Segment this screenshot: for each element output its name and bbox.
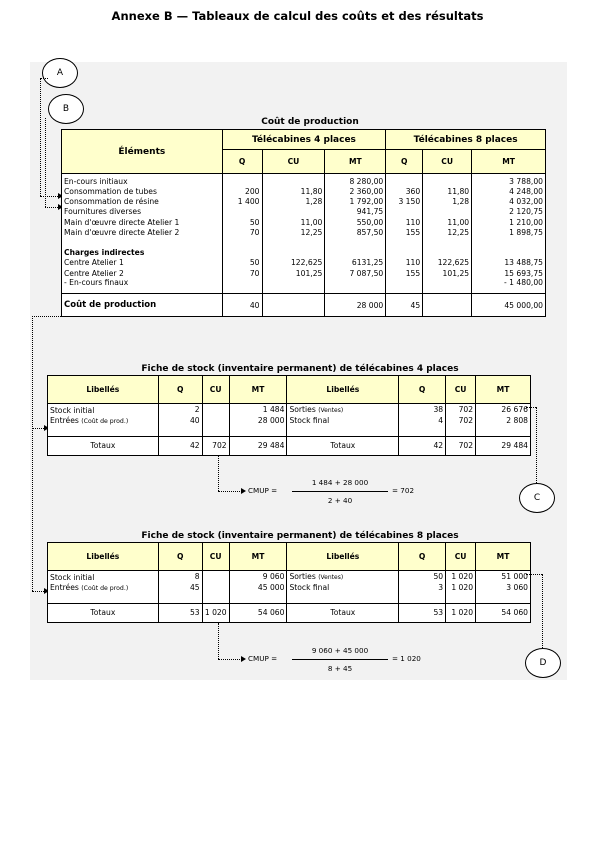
cost-row-label: Centre Atelier 2 xyxy=(62,268,223,278)
cost-cell: 6131,25 xyxy=(325,258,386,268)
cmup4-denominator: 2 + 40 xyxy=(327,496,353,505)
cost-cell: 1 400 xyxy=(222,197,262,207)
cost-cell: 155 xyxy=(386,227,423,237)
stock8-label-note: (Coût de prod.) xyxy=(81,585,129,592)
stock8-cell xyxy=(48,582,159,593)
cmup8-label: CMUP = xyxy=(248,654,278,663)
stock4-cell xyxy=(48,415,159,426)
cost-cell: 3 150 xyxy=(386,197,423,207)
cost-cell xyxy=(472,237,546,247)
cost-cell: 110 xyxy=(386,217,423,227)
cost-row-label: - En-cours finaux xyxy=(62,278,223,294)
stock8-table xyxy=(47,542,531,623)
cost-row-label: Centre Atelier 1 xyxy=(62,258,223,268)
cost-row-label: En-cours initiaux xyxy=(62,174,223,187)
cost-row-label: Main d'œuvre directe Atelier 1 xyxy=(62,217,223,227)
stock8-header-q: Q xyxy=(158,543,202,571)
stock8-total: 1 020 xyxy=(202,603,229,622)
stock4-cell: 26 676 xyxy=(476,404,531,416)
cost-cell: 8 280,00 xyxy=(325,174,386,187)
stock8-header-libelles: Libellés xyxy=(48,543,159,571)
cost-row-label: Main d'œuvre directe Atelier 2 xyxy=(62,227,223,237)
stock4-total: 29 484 xyxy=(229,436,287,455)
stock4-cell: 702 xyxy=(446,404,476,416)
cmup8-arrowhead xyxy=(241,656,246,662)
cost-cell: 360 xyxy=(386,187,423,197)
cost-cell: 1 898,75 xyxy=(472,227,546,237)
connector-total-vertical xyxy=(32,316,33,591)
cost-table xyxy=(61,129,546,317)
cost-cell xyxy=(262,248,325,258)
cost-row-label: Consommation de tubes xyxy=(62,187,223,197)
total-row xyxy=(62,294,546,317)
stock4-total: 702 xyxy=(202,436,229,455)
stock8-cell: 50 xyxy=(399,571,446,583)
cost-row-label xyxy=(62,237,223,247)
cost-cell: 122,625 xyxy=(423,258,472,268)
connector-c-horizontal xyxy=(526,407,536,408)
stock4-header-q-2: Q xyxy=(399,376,446,404)
stock8-label-note: (Ventes) xyxy=(318,574,344,581)
cost-cell xyxy=(222,207,262,217)
stock8-header-libelles-2: Libellés xyxy=(287,543,399,571)
connector-a-vertical xyxy=(40,78,41,196)
cost-row xyxy=(62,217,546,227)
stock8-totals-row xyxy=(48,603,531,622)
stock4-header-q: Q xyxy=(158,376,202,404)
cost-cell: 1 792,00 xyxy=(325,197,386,207)
cost-row-label: Fournitures diverses xyxy=(62,207,223,217)
cmup8-denominator: 8 + 45 xyxy=(327,664,353,673)
cost-row-label: Charges indirectes xyxy=(62,248,223,258)
stock4-totals-label: Totaux xyxy=(48,436,159,455)
cost-cell xyxy=(222,248,262,258)
stock4-header-cu: CU xyxy=(202,376,229,404)
cost-cell xyxy=(423,237,472,247)
stock8-cell: 8 xyxy=(158,571,202,583)
header-cu: CU xyxy=(262,150,325,174)
marker-c: C xyxy=(519,483,555,513)
stock8-cell xyxy=(202,571,229,583)
stock4-totals-row xyxy=(48,436,531,455)
cmup4-fraction-bar xyxy=(292,491,388,492)
stock8-total: 53 xyxy=(399,603,446,622)
cost-cell xyxy=(423,278,472,294)
cost-table-body xyxy=(62,174,546,294)
stock8-cell: 9 060 xyxy=(229,571,287,583)
connector-b-vertical xyxy=(45,118,46,207)
cost-row xyxy=(62,187,546,197)
stock8-label: Entrées xyxy=(50,583,79,592)
stock8-cell xyxy=(202,582,229,593)
stock8-row xyxy=(48,582,531,593)
stock4-cell xyxy=(202,415,229,426)
stock4-cell: 2 808 xyxy=(476,415,531,426)
stock4-cell: 2 xyxy=(158,404,202,416)
cost-row xyxy=(62,207,546,217)
stock4-label: Entrées xyxy=(50,416,79,425)
cost-cell xyxy=(423,207,472,217)
cost-cell xyxy=(262,278,325,294)
cost-cell: 12,25 xyxy=(262,227,325,237)
cost-cell: 101,25 xyxy=(262,268,325,278)
cmup4-connector-h xyxy=(218,491,242,492)
cost-cell: 200 xyxy=(222,187,262,197)
marker-a: A xyxy=(42,58,78,88)
cost-cell: 4 032,00 xyxy=(472,197,546,207)
cost-row xyxy=(62,268,546,278)
cost-cell: 70 xyxy=(222,268,262,278)
cmup8-result: = 1 020 xyxy=(392,654,421,663)
stock8-cell xyxy=(287,571,399,583)
connector-a-arrow-line xyxy=(40,196,60,197)
cost-row xyxy=(62,197,546,207)
header-group-8-places: Télécabines 8 places xyxy=(386,130,546,150)
stock8-totals-label-2: Totaux xyxy=(287,603,399,622)
header-group-4-places: Télécabines 4 places xyxy=(222,130,386,150)
connector-a-horizontal xyxy=(40,78,48,79)
cost-cell xyxy=(222,237,262,247)
header-cu: CU xyxy=(423,150,472,174)
marker-b: B xyxy=(48,94,84,124)
stock8-cell: 45 xyxy=(158,582,202,593)
stock4-header-mt: MT xyxy=(229,376,287,404)
stock8-total: 53 xyxy=(158,603,202,622)
total-cell: 45 000,00 xyxy=(472,294,546,317)
total-cell: 40 xyxy=(222,294,262,317)
stock8-header-mt-2: MT xyxy=(476,543,531,571)
cost-row xyxy=(62,237,546,247)
stock8-header-q-2: Q xyxy=(399,543,446,571)
stock8-cell: Stock initial xyxy=(48,571,159,583)
cost-cell: 13 488,75 xyxy=(472,258,546,268)
stock8-caption: Fiche de stock (inventaire permanent) de télécabines 8 places xyxy=(141,531,459,541)
connector-d-horizontal xyxy=(526,574,542,575)
cost-cell: 857,50 xyxy=(325,227,386,237)
cmup8-connector-v xyxy=(218,623,219,659)
stock4-total: 702 xyxy=(446,436,476,455)
cost-cell: 15 693,75 xyxy=(472,268,546,278)
stock8-header-mt: MT xyxy=(229,543,287,571)
cost-cell: 2 120,75 xyxy=(472,207,546,217)
cmup4-numerator: 1 484 + 28 000 xyxy=(311,478,369,487)
stock4-header-cu-2: CU xyxy=(446,376,476,404)
cost-cell: 12,25 xyxy=(423,227,472,237)
header-q: Q xyxy=(386,150,423,174)
stock4-total: 42 xyxy=(158,436,202,455)
cost-cell: 7 087,50 xyxy=(325,268,386,278)
stock4-row xyxy=(48,415,531,426)
stock4-cell xyxy=(202,404,229,416)
page-title: Annexe B — Tableaux de calcul des coûts et des résultats xyxy=(111,9,484,23)
stock8-header-cu: CU xyxy=(202,543,229,571)
stock8-cell: 1 020 xyxy=(446,582,476,593)
cost-cell xyxy=(262,237,325,247)
cost-table-caption: Coût de production xyxy=(261,117,359,127)
cmup4-result: = 702 xyxy=(392,486,415,495)
stock8-total: 1 020 xyxy=(446,603,476,622)
total-cell xyxy=(262,294,325,317)
total-label: Coût de production xyxy=(62,294,223,317)
cost-cell xyxy=(423,248,472,258)
stock4-cell: Stock initial xyxy=(48,404,159,416)
stock8-label: Sorties xyxy=(289,572,316,581)
stock4-total: 42 xyxy=(399,436,446,455)
stock8-total: 54 060 xyxy=(229,603,287,622)
cost-cell: - 1 480,00 xyxy=(472,278,546,294)
cmup8-numerator: 9 060 + 45 000 xyxy=(311,646,369,655)
stock8-totals-label: Totaux xyxy=(48,603,159,622)
cost-cell xyxy=(386,207,423,217)
cost-cell: 110 xyxy=(386,258,423,268)
stock8-cell: Stock final xyxy=(287,582,399,593)
stock8-cell: 45 000 xyxy=(229,582,287,593)
stock4-cell: 4 xyxy=(399,415,446,426)
cost-cell: 50 xyxy=(222,217,262,227)
cost-cell: 11,80 xyxy=(262,187,325,197)
cmup4-connector-v xyxy=(218,456,219,491)
connector-total-horizontal xyxy=(32,316,61,317)
stock4-header-mt-2: MT xyxy=(476,376,531,404)
header-mt: MT xyxy=(325,150,386,174)
stock4-table xyxy=(47,375,531,456)
cost-row xyxy=(62,278,546,294)
cost-cell: 941,75 xyxy=(325,207,386,217)
stock4-spacer xyxy=(48,426,531,436)
cost-cell xyxy=(386,174,423,187)
cost-cell xyxy=(222,174,262,187)
stock8-cell: 3 xyxy=(399,582,446,593)
cost-cell: 122,625 xyxy=(262,258,325,268)
stock4-header-libelles-2: Libellés xyxy=(287,376,399,404)
cost-row xyxy=(62,258,546,268)
stock4-label-note: (Ventes) xyxy=(318,407,344,414)
cost-cell xyxy=(325,278,386,294)
stock4-header-libelles: Libellés xyxy=(48,376,159,404)
total-cell: 28 000 xyxy=(325,294,386,317)
stock4-label: Sorties xyxy=(289,405,316,414)
header-q: Q xyxy=(222,150,262,174)
stock8-row xyxy=(48,571,531,583)
cost-cell: 101,25 xyxy=(423,268,472,278)
cost-cell: 50 xyxy=(222,258,262,268)
cmup4-arrowhead xyxy=(241,488,246,494)
header-mt: MT xyxy=(472,150,546,174)
cost-cell xyxy=(386,278,423,294)
stock4-cell xyxy=(287,404,399,416)
cost-row xyxy=(62,227,546,237)
cost-cell: 3 788,00 xyxy=(472,174,546,187)
cost-cell xyxy=(222,278,262,294)
cost-cell xyxy=(262,207,325,217)
cmup8-connector-h xyxy=(218,659,242,660)
cost-cell xyxy=(423,174,472,187)
stock4-cell: 28 000 xyxy=(229,415,287,426)
stock4-cell: 40 xyxy=(158,415,202,426)
cost-row-label: Consommation de résine xyxy=(62,197,223,207)
stock4-label-note: (Coût de prod.) xyxy=(81,418,129,425)
stock8-cell: 1 020 xyxy=(446,571,476,583)
cost-cell xyxy=(262,174,325,187)
cost-cell xyxy=(386,248,423,258)
cmup4-label: CMUP = xyxy=(248,486,278,495)
marker-d: D xyxy=(525,648,561,678)
cost-row xyxy=(62,174,546,187)
cost-cell xyxy=(325,237,386,247)
stock4-total: 29 484 xyxy=(476,436,531,455)
header-elements: Éléments xyxy=(62,130,223,174)
cost-cell: 2 360,00 xyxy=(325,187,386,197)
stock4-row xyxy=(48,404,531,416)
cost-cell: 11,00 xyxy=(423,217,472,227)
stock4-caption: Fiche de stock (inventaire permanent) de télécabines 4 places xyxy=(141,364,459,374)
stock8-total: 54 060 xyxy=(476,603,531,622)
cost-cell xyxy=(325,248,386,258)
cost-cell: 4 248,00 xyxy=(472,187,546,197)
stock4-cell: 702 xyxy=(446,415,476,426)
cost-cell: 1,28 xyxy=(262,197,325,207)
stock8-header-cu-2: CU xyxy=(446,543,476,571)
cost-cell xyxy=(472,248,546,258)
stock4-cell: 1 484 xyxy=(229,404,287,416)
stock8-spacer xyxy=(48,593,531,603)
cost-row xyxy=(62,248,546,258)
cost-cell: 550,00 xyxy=(325,217,386,227)
connector-d-vertical xyxy=(542,574,543,648)
cmup8-fraction-bar xyxy=(292,659,388,660)
stock8-cell: 3 060 xyxy=(476,582,531,593)
stock8-cell: 51 000 xyxy=(476,571,531,583)
cost-cell: 11,00 xyxy=(262,217,325,227)
cost-cell: 1,28 xyxy=(423,197,472,207)
stock4-cell: Stock final xyxy=(287,415,399,426)
connector-c-vertical xyxy=(536,407,537,483)
total-cell xyxy=(423,294,472,317)
stock4-totals-label-2: Totaux xyxy=(287,436,399,455)
cost-cell: 70 xyxy=(222,227,262,237)
cost-cell xyxy=(386,237,423,247)
cost-cell: 1 210,00 xyxy=(472,217,546,227)
stock4-cell: 38 xyxy=(399,404,446,416)
total-cell: 45 xyxy=(386,294,423,317)
cost-cell: 155 xyxy=(386,268,423,278)
cost-cell: 11,80 xyxy=(423,187,472,197)
